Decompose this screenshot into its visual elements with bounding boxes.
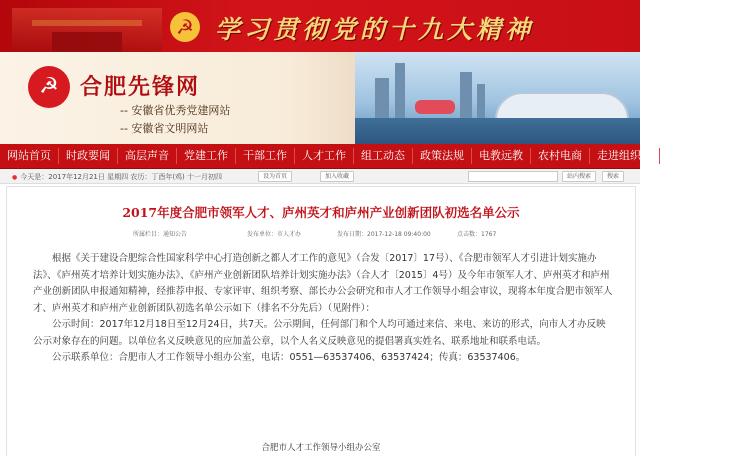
banner-slogan: 学习贯彻党的十九大精神 [215,15,535,44]
nav-item-education[interactable]: 电教远教 [472,148,531,164]
party-emblem-icon: ☭ [170,12,200,42]
set-homepage-button[interactable]: 设为首页 [258,171,292,182]
city-skyline-image [355,52,640,144]
nav-item-civil-service[interactable]: 公务员工作 [667,149,722,162]
site-logo-icon[interactable]: ☭ [28,66,70,108]
meta-hits: 点击数：1767 [457,231,497,238]
site-search-button[interactable]: 站内搜索 [562,171,596,182]
paragraph: 根据《关于建设合肥综合性国家科学中心打造创新之都人才工作的意见》（合发〔2017〕17号）、《合肥市领军人才引进计划实施办法》、《庐州英才培养计划实施办法》、《庐州产业创新团队培养计划实施办法》（合人才〔2015〕4号）及今年市领军人才、庐州英才和庐州产业创新团队申报通知精神，经推荐申报、专家评审、组织考察、部长办公会研究和市人才工作领导小组会审议，现将本年度合肥市领军人才、庐州英才和庐州产业创新团队初选名单公示如下（排名不分先后）（见附件）： [33,253,613,314]
nav-item-policy[interactable]: 政策法规 [413,148,472,164]
paragraph: 公示时间：2017年12月18日至12月24日，共7天。公示期间，任何部门和个人均可通过来信、来电、来访的形式，向市人才办反映公示对象存在的问题。以单位名义反映意见的应加盖公章，以个人名义反映意见的提倡署真实姓名、联系地址和联系电话。 [33,319,606,347]
meta-time: 发布日期：2017-12-18 09:40:00 [337,231,431,238]
article-signature: 合肥市人才工作领导小组办公室 [261,443,381,453]
meta-unit: 发布单位：市人才办 [247,231,302,238]
nav-item-voices[interactable]: 高层声音 [118,148,177,164]
paragraph: 公示联系单位：合肥市人才工作领导小组办公室，电话：0551—63537406、63537424；传真：63537406。 [52,352,526,363]
article-title: 2017年度合肥市领军人才、庐州英才和庐州产业创新团队初选名单公示 [122,205,520,220]
site-header [0,52,640,144]
add-favorite-button[interactable]: 加入收藏 [320,171,354,182]
honor-text: -- 安徽省文明网站 [120,122,209,135]
nav-item-home[interactable]: 网站首页 [0,148,59,164]
nav-item-ecommerce[interactable]: 农村电商 [531,148,590,164]
meta-column: 所属栏目：通知公告 [133,231,188,238]
top-banner [0,0,640,52]
site-name[interactable]: 合肥先锋网 [80,74,201,100]
article-body [33,251,615,367]
search-input[interactable] [468,171,558,182]
tiananmen-gate-image [12,8,162,52]
nav-item-news[interactable]: 时政要闻 [59,148,118,164]
honor-text: -- 安徽省优秀党建网站 [120,104,231,117]
nav-item-talent[interactable]: 人才工作 [295,148,354,164]
nav-item-org-news[interactable]: 组工动态 [354,148,413,164]
info-bar [0,169,640,184]
nav-item-cadre[interactable]: 干部工作 [236,148,295,164]
article [6,186,636,456]
search-button[interactable]: 搜索 [602,171,624,182]
date-text: ● 今天是：2017年12月21日 星期四 农历：丁酉年(鸡) 十一月初四 [12,172,222,182]
nav-item-party[interactable]: 党建工作 [177,148,236,164]
main-nav [0,144,722,170]
nav-item-org-dept[interactable]: 走进组织部 [590,148,660,164]
